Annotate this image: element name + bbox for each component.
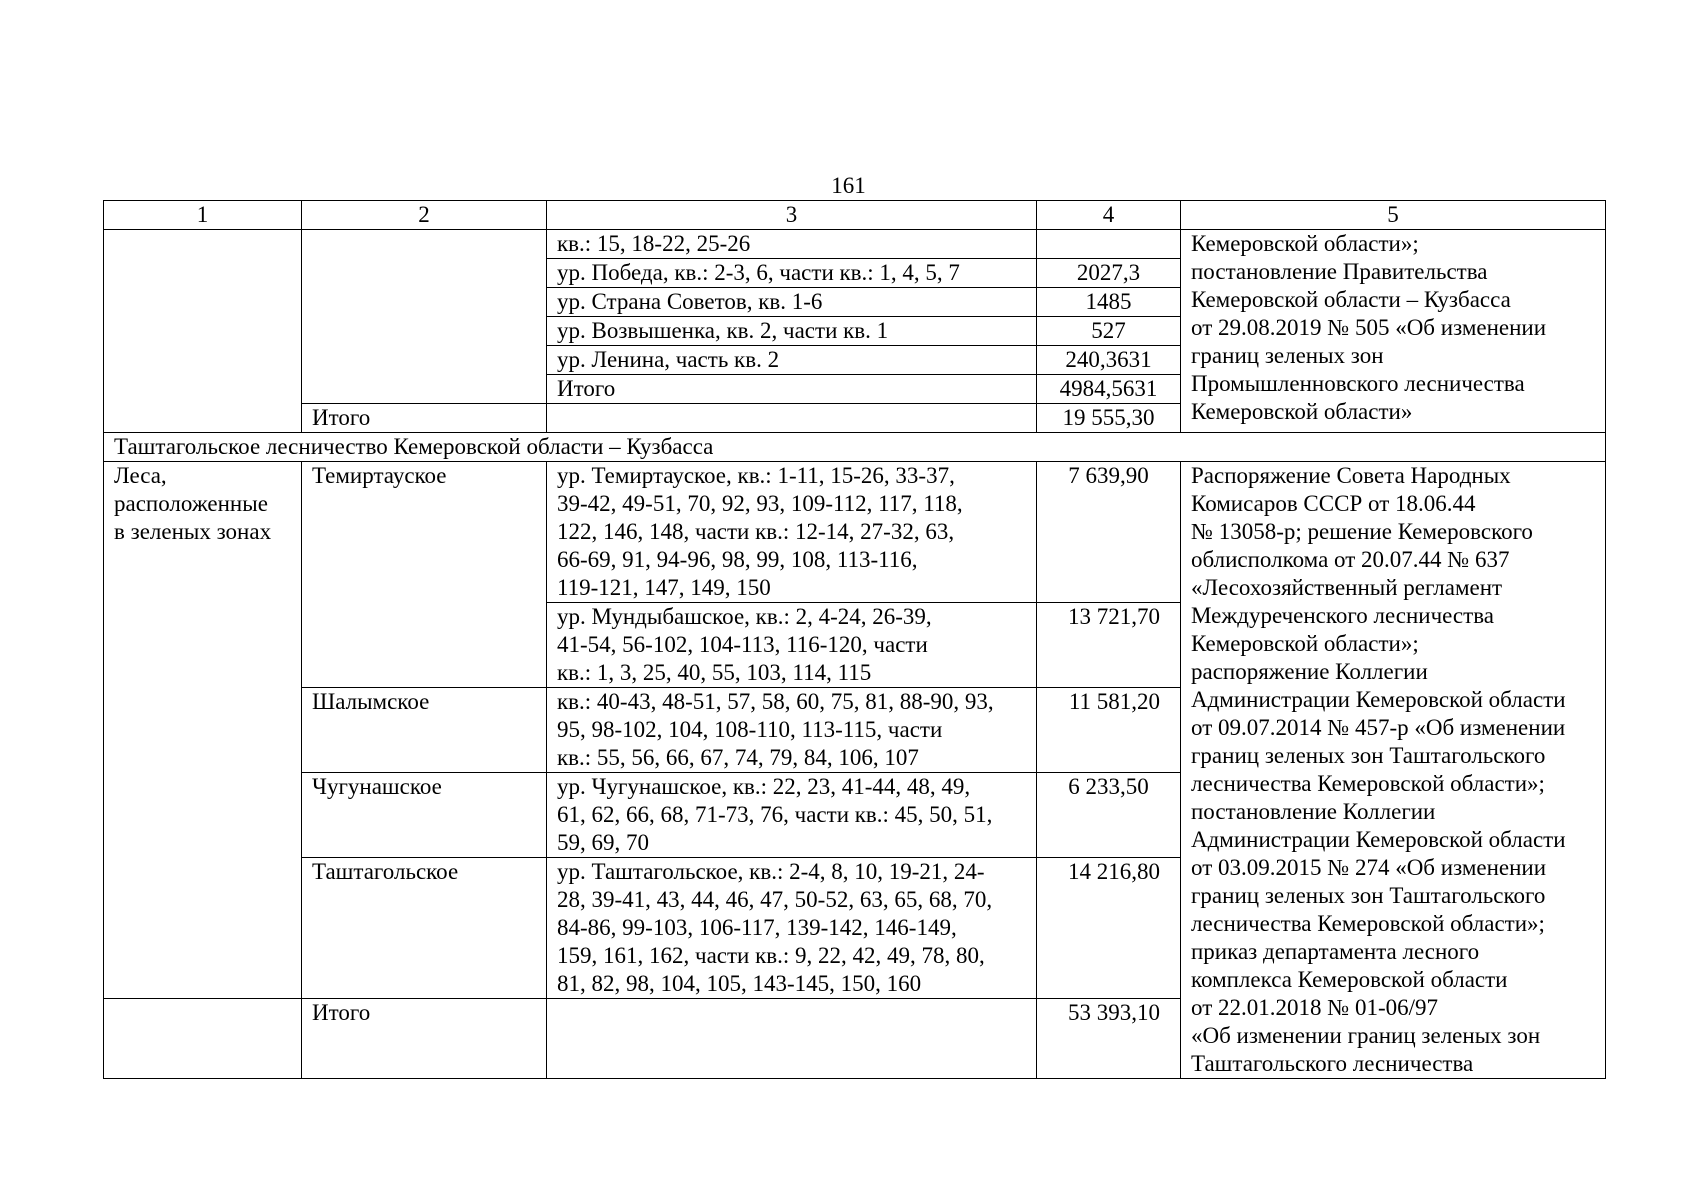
green-zones-table — [103, 200, 1606, 1079]
area-cell: 2027,3 — [1037, 259, 1181, 288]
location-cell: ур. Чугунашское, кв.: 22, 23, 41-44, 48, 49, 61, 62, 66, 68, 71-73, 76, части кв.: 45, 50, 51, 59, 69, 70 — [547, 773, 1037, 858]
area-cell: 11 581,20 — [1037, 688, 1181, 773]
area-cell: 14 216,80 — [1037, 858, 1181, 999]
area-cell — [1037, 230, 1181, 259]
subtotal-area: 4984,5631 — [1037, 375, 1181, 404]
documents-cell: Кемеровской области»; постановление Правительства Кемеровской области – Кузбасса от 29.08.2019 № 505 «Об изменении границ зеленых зон Промышленновского лесничества Кемеровской области» — [1181, 230, 1606, 433]
location-cell: кв.: 40-43, 48-51, 57, 58, 60, 75, 81, 88-90, 93, 95, 98-102, 104, 108-110, 113-115, части кв.: 55, 56, 66, 67, 74, 79, 84, 106, 107 — [547, 688, 1037, 773]
subtotal-label: Итого — [547, 375, 1037, 404]
area-cell: 13 721,70 — [1037, 603, 1181, 688]
total-area: 19 555,30 — [1037, 404, 1181, 433]
location-cell: ур. Ленина, часть кв. 2 — [547, 346, 1037, 375]
total-label: Итого — [302, 999, 547, 1079]
column-number-3: 3 — [547, 201, 1037, 230]
location-cell-empty — [547, 999, 1037, 1079]
forestry-name: Чугунашское — [302, 773, 547, 858]
table-row — [104, 462, 1606, 603]
location-cell: ур. Таштагольское, кв.: 2-4, 8, 10, 19-21, 24- 28, 39-41, 43, 44, 46, 47, 50-52, 63, 65, 68, 70, 84-86, 99-103, 106-117, 139-142, 146-149, 159, 161, 162, части кв.: 9, 22, 42, 49, 78, 80, 81, 82, 98, 104, 105, 143-145, 150, 160 — [547, 858, 1037, 999]
location-cell: ур. Темиртауское, кв.: 1-11, 15-26, 33-37, 39-42, 49-51, 70, 92, 93, 109-112, 117, 118, 122, 146, 148, части кв.: 12-14, 27-32, 63, 66-69, 91, 94-96, 98, 99, 108, 113-116, 119-121, 147, 149, 150 — [547, 462, 1037, 603]
column-number-row — [104, 201, 1606, 230]
area-cell: 7 639,90 — [1037, 462, 1181, 603]
area-cell: 527 — [1037, 317, 1181, 346]
section-row — [104, 433, 1606, 462]
area-cell: 1485 — [1037, 288, 1181, 317]
location-cell: ур. Страна Советов, кв. 1-6 — [547, 288, 1037, 317]
location-cell: кв.: 15, 18-22, 25-26 — [547, 230, 1037, 259]
area-cell: 6 233,50 — [1037, 773, 1181, 858]
table-row — [104, 230, 1606, 259]
location-cell: ур. Мундыбашское, кв.: 2, 4-24, 26-39, 41-54, 56-102, 104-113, 116-120, части кв.: 1, 3, 25, 40, 55, 103, 114, 115 — [547, 603, 1037, 688]
location-cell: ур. Победа, кв.: 2-3, 6, части кв.: 1, 4, 5, 7 — [547, 259, 1037, 288]
forestry-name: Таштагольское — [302, 858, 547, 999]
category-cell-empty — [104, 999, 302, 1079]
column-number-1: 1 — [104, 201, 302, 230]
category-cell: Леса, расположенные в зеленых зонах — [104, 462, 302, 999]
area-cell: 240,3631 — [1037, 346, 1181, 375]
section-title: Таштагольское лесничество Кемеровской области – Кузбасса — [104, 433, 1606, 462]
category-cell-empty — [104, 230, 302, 433]
column-number-5: 5 — [1181, 201, 1606, 230]
total-label: Итого — [302, 404, 547, 433]
forestry-cell-empty — [302, 230, 547, 404]
forestry-name: Темиртауское — [302, 462, 547, 688]
page-number: 161 — [831, 173, 866, 198]
location-cell-empty — [547, 404, 1037, 433]
forestry-name: Шалымское — [302, 688, 547, 773]
column-number-4: 4 — [1037, 201, 1181, 230]
documents-cell: Распоряжение Совета Народных Комисаров СССР от 18.06.44 № 13058-р; решение Кемеровского облисполкома от 20.07.44 № 637 «Лесохозяйственный регламент Междуреченского лесничества Кемеровской области»; распоряжение Коллегии Администрации Кемеровской области от 09.07.2014 № 457-р «Об изменении границ зеленых зон Таштагольского лесничества Кемеровской области»; постановление Коллегии Администрации Кемеровской области от 03.09.2015 № 274 «Об изменении границ зеленых зон Таштагольского лесничества Кемеровской области»; приказ департамента лесного комплекса Кемеровской области от 22.01.2018 № 01-06/97 «Об изменении границ зеленых зон Таштагольского лесничества — [1181, 462, 1606, 1079]
column-number-2: 2 — [302, 201, 547, 230]
total-area: 53 393,10 — [1037, 999, 1181, 1079]
location-cell: ур. Возвышенка, кв. 2, части кв. 1 — [547, 317, 1037, 346]
